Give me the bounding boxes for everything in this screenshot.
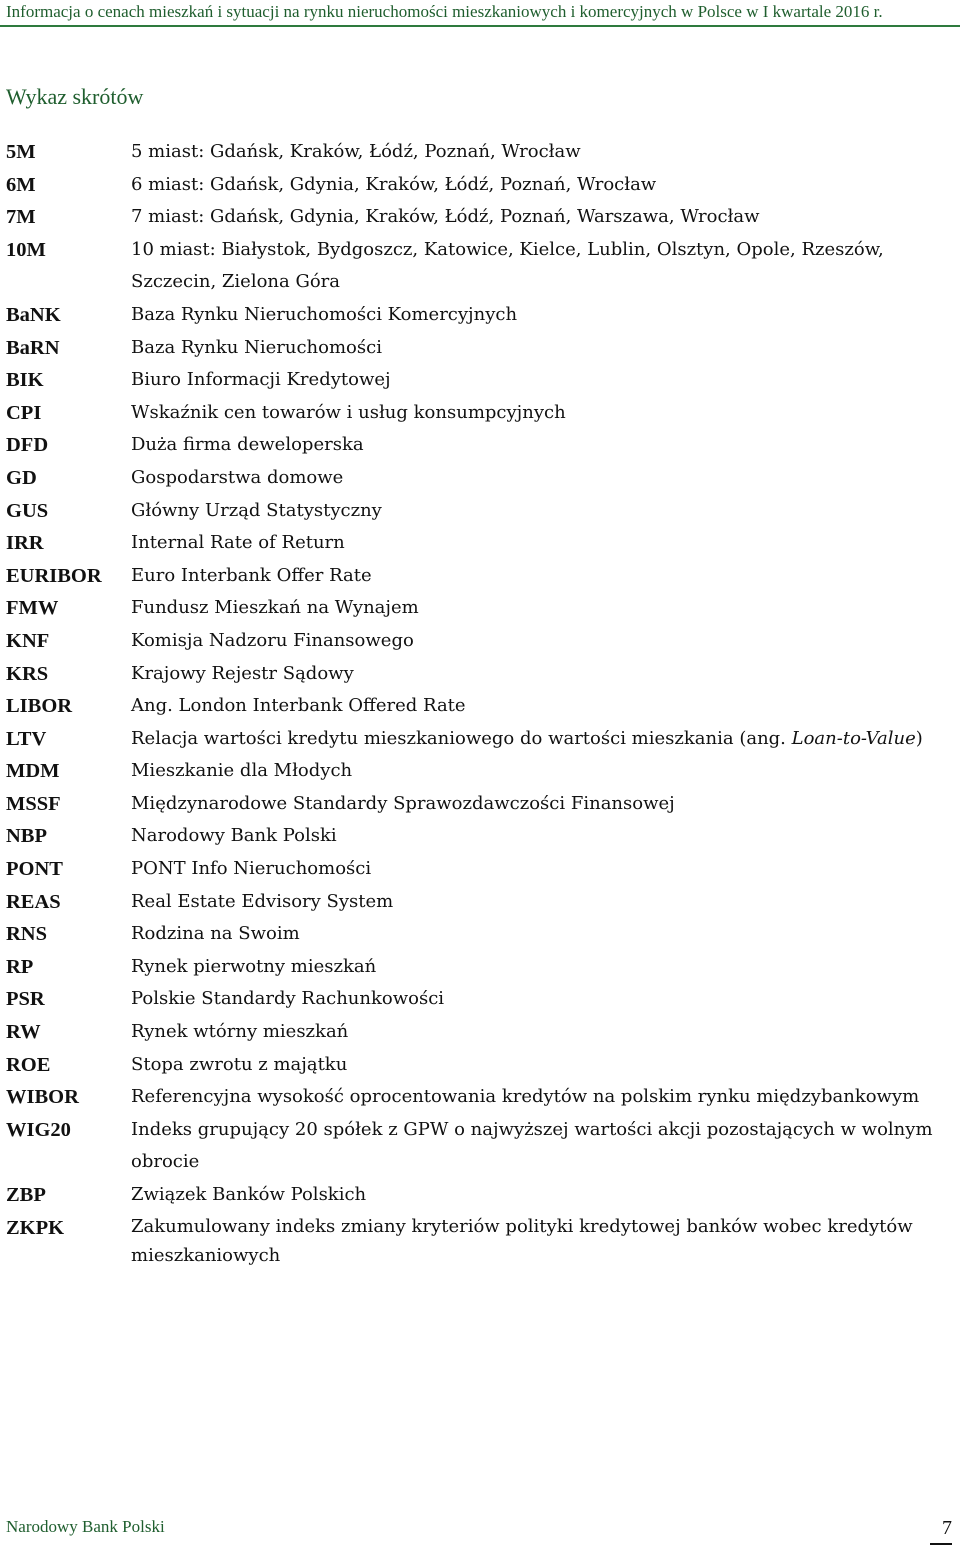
abbreviation-row	[6, 364, 956, 397]
description-text: Zakumulowany indeks zmiany kryteriów polityki kredytowej banków wobec kredytów mieszkaniowych	[131, 1215, 913, 1266]
running-header: Informacja o cenach mieszkań i sytuacji na rynku nieruchomości mieszkaniowych i komercyjnych w Polsce w I kwartale 2016 r.	[6, 2, 883, 21]
abbreviation-row	[6, 1016, 956, 1049]
abbreviation-code: 5M	[6, 141, 36, 163]
abbreviation-code: RP	[6, 955, 34, 978]
description-text: Związek Banków Polskich	[131, 1184, 367, 1205]
abbreviation-description	[131, 201, 956, 234]
section-title: Wykaz skrótów	[6, 84, 144, 109]
abbreviation-code: REAS	[6, 890, 61, 913]
description-text: Duża firma deweloperska	[131, 434, 364, 456]
description-text: Referencyjna wysokość oprocentowania kredytów na polskim rynku międzybankowym	[131, 1086, 920, 1108]
abbreviation-code: WIBOR	[6, 1086, 79, 1109]
abbreviation-code: GD	[6, 466, 37, 489]
abbreviation-description	[131, 723, 956, 756]
abbreviation-description	[131, 951, 956, 984]
abbreviation-list	[6, 136, 956, 1270]
abbreviation-code: LIBOR	[6, 695, 73, 718]
page-number-underline	[930, 1543, 952, 1545]
description-text: Relacja wartości kredytu mieszkaniowego do wartości mieszkania (ang.	[131, 727, 792, 749]
description-text: 10 miast: Białystok, Bydgoszcz, Katowice, Kielce, Lublin, Olsztyn, Opole, Rzeszów, Szczecin, Zielona Góra	[131, 238, 884, 293]
description-text: Wskaźnik cen towarów i usług konsumpcyjnych	[131, 401, 566, 423]
description-tail-text: )	[915, 727, 923, 749]
abbreviation-description	[131, 625, 956, 658]
abbreviation-description	[131, 495, 956, 528]
abbreviation-row	[6, 462, 956, 495]
abbreviation-row	[6, 299, 956, 332]
description-italic-text: Loan-to-Value	[791, 727, 916, 749]
description-text: Internal Rate of Return	[131, 532, 345, 554]
description-text: Komisja Nadzoru Finansowego	[131, 629, 414, 651]
abbreviation-row	[6, 820, 956, 853]
abbreviation-description	[131, 690, 956, 723]
abbreviation-row	[6, 234, 956, 299]
abbreviation-description	[131, 1081, 956, 1114]
abbreviation-code: LTV	[6, 727, 47, 750]
description-text: Rodzina na Swoim	[131, 923, 300, 945]
abbreviation-code: 6M	[6, 173, 36, 196]
abbreviation-code: CPI	[6, 401, 42, 424]
description-text: Baza Rynku Nieruchomości Komercyjnych	[131, 303, 518, 325]
abbreviation-description	[131, 886, 956, 919]
abbreviation-description	[131, 364, 956, 397]
abbreviation-description	[131, 169, 956, 202]
abbreviation-description	[131, 820, 956, 853]
description-text: 7 miast: Gdańsk, Gdynia, Kraków, Łódź, Poznań, Warszawa, Wrocław	[131, 206, 760, 228]
abbreviation-row	[6, 1114, 956, 1179]
abbreviation-code: ZKPK	[6, 1216, 65, 1239]
footer-publisher: Narodowy Bank Polski	[6, 1517, 165, 1536]
abbreviation-row	[6, 658, 956, 691]
abbreviation-description	[131, 332, 956, 365]
description-text: 6 miast: Gdańsk, Gdynia, Kraków, Łódź, Poznań, Wrocław	[131, 173, 657, 195]
abbreviation-row	[6, 886, 956, 919]
abbreviation-row	[6, 560, 956, 593]
description-text: Stopa zwrotu z majątku	[131, 1053, 348, 1075]
abbreviation-code: 7M	[6, 206, 36, 229]
abbreviation-code: NBP	[6, 825, 47, 848]
abbreviation-row	[6, 1049, 956, 1082]
description-text: Międzynarodowe Standardy Sprawozdawczości Finansowej	[131, 792, 675, 814]
abbreviation-row	[6, 918, 956, 951]
description-text: Ang. London Interbank Offered Rate	[131, 695, 466, 717]
abbreviation-description	[131, 527, 956, 560]
abbreviation-code: MSSF	[6, 792, 61, 815]
abbreviation-row	[6, 853, 956, 886]
description-text: Euro Interbank Offer Rate	[131, 564, 372, 586]
description-text: Krajowy Rejestr Sądowy	[131, 662, 354, 684]
abbreviation-row	[6, 723, 956, 756]
abbreviation-code: IRR	[6, 532, 44, 555]
abbreviation-row	[6, 332, 956, 365]
page-number: 7	[942, 1517, 952, 1539]
abbreviation-code: BaRN	[6, 336, 60, 359]
abbreviation-row	[6, 788, 956, 821]
header-divider	[0, 25, 960, 27]
abbreviation-code: FMW	[6, 597, 59, 620]
description-text: Rynek wtórny mieszkań	[131, 1021, 349, 1043]
abbreviation-description	[131, 853, 956, 886]
abbreviation-description	[131, 397, 956, 430]
abbreviation-row	[6, 1179, 956, 1212]
abbreviation-description	[131, 983, 956, 1016]
description-text: Narodowy Bank Polski	[131, 825, 337, 847]
abbreviation-description	[131, 658, 956, 691]
abbreviation-code: ZBP	[6, 1184, 46, 1206]
abbreviation-code: PONT	[6, 858, 63, 881]
abbreviation-row	[6, 690, 956, 723]
abbreviation-description	[131, 592, 956, 625]
abbreviation-description	[131, 560, 956, 593]
abbreviation-code: MDM	[6, 760, 60, 783]
abbreviation-code: WIG20	[6, 1118, 71, 1141]
abbreviation-code: BIK	[6, 369, 44, 392]
abbreviation-description	[131, 1114, 956, 1179]
abbreviation-description	[131, 462, 956, 495]
abbreviation-description	[131, 1049, 956, 1082]
abbreviation-row	[6, 625, 956, 658]
abbreviation-row	[6, 169, 956, 202]
abbreviation-row	[6, 429, 956, 462]
description-text: Real Estate Edvisory System	[131, 890, 394, 912]
description-text: Gospodarstwa domowe	[131, 466, 344, 488]
abbreviation-code: PSR	[6, 988, 45, 1011]
abbreviation-row	[6, 136, 956, 169]
abbreviation-description	[131, 755, 956, 788]
description-text: Mieszkanie dla Młodych	[131, 760, 353, 782]
description-text: PONT Info Nieruchomości	[131, 858, 372, 880]
abbreviation-code: EURIBOR	[6, 564, 102, 587]
description-text: Biuro Informacji Kredytowej	[131, 369, 391, 391]
abbreviation-row	[6, 1212, 956, 1270]
abbreviation-description	[131, 429, 956, 462]
abbreviation-row	[6, 951, 956, 984]
abbreviation-description	[131, 1016, 956, 1049]
abbreviation-description	[131, 1179, 956, 1212]
description-text: Indeks grupujący 20 spółek z GPW o najwyższej wartości akcji pozostających w wolnym obrocie	[131, 1118, 933, 1173]
abbreviation-row	[6, 983, 956, 1016]
description-text: Baza Rynku Nieruchomości	[131, 336, 382, 358]
abbreviation-row	[6, 1081, 956, 1114]
abbreviation-code: KRS	[6, 662, 49, 685]
abbreviation-code: RW	[6, 1021, 41, 1044]
abbreviation-row	[6, 527, 956, 560]
description-text: Polskie Standardy Rachunkowości	[131, 988, 445, 1010]
abbreviation-description	[131, 299, 956, 332]
abbreviation-code: DFD	[6, 434, 49, 457]
abbreviation-code: 10M	[6, 238, 46, 261]
abbreviation-row	[6, 397, 956, 430]
abbreviation-description	[131, 136, 956, 169]
abbreviation-row	[6, 755, 956, 788]
abbreviation-code: GUS	[6, 499, 49, 522]
abbreviation-code: ROE	[6, 1053, 51, 1076]
abbreviation-row	[6, 495, 956, 528]
abbreviation-code: RNS	[6, 923, 48, 946]
abbreviation-row	[6, 592, 956, 625]
description-text: Rynek pierwotny mieszkań	[131, 955, 377, 977]
abbreviation-description	[131, 918, 956, 951]
abbreviation-code: BaNK	[6, 303, 61, 326]
abbreviation-code: KNF	[6, 629, 50, 652]
abbreviation-row	[6, 201, 956, 234]
description-text: Główny Urząd Statystyczny	[131, 499, 382, 521]
abbreviation-description	[131, 234, 956, 299]
abbreviation-description	[131, 788, 956, 821]
description-text: 5 miast: Gdańsk, Kraków, Łódź, Poznań, Wrocław	[131, 141, 581, 162]
description-text: Fundusz Mieszkań na Wynajem	[131, 597, 419, 619]
abbreviation-description	[131, 1212, 956, 1270]
